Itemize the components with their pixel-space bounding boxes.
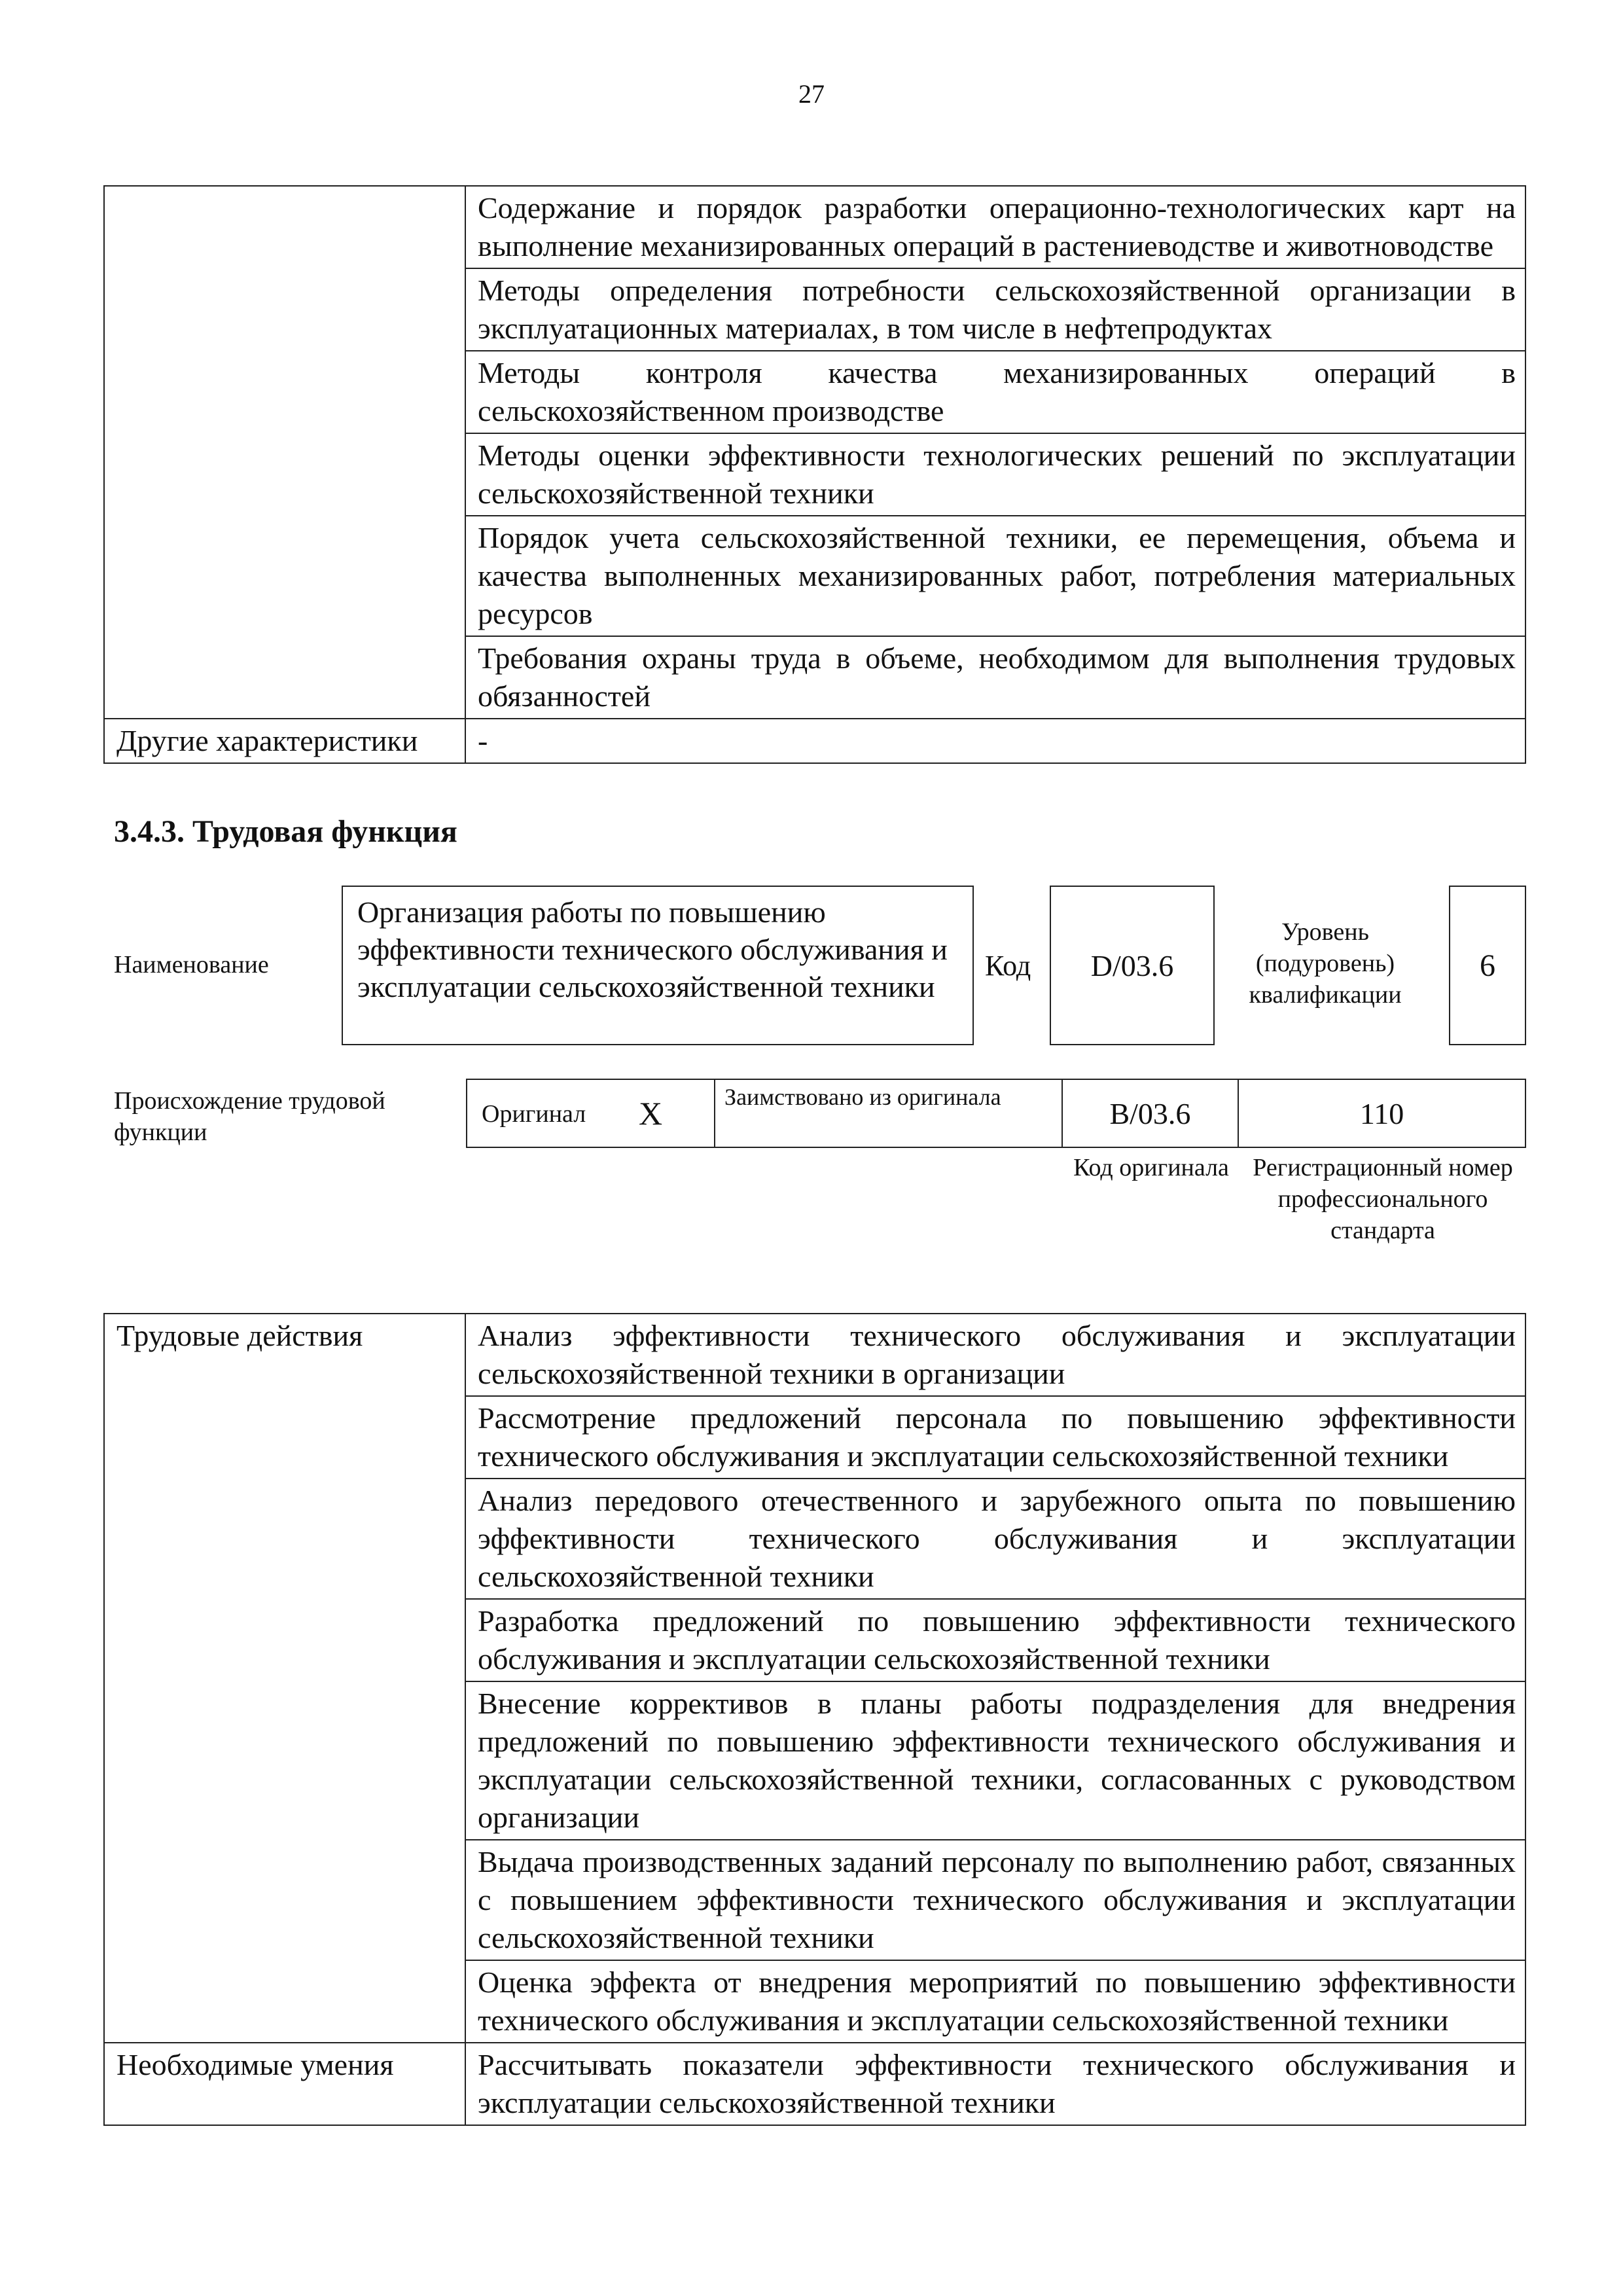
- table-cell: Рассмотрение предложений персонала по повышению эффективности технического обслуживания и эксплуатации сельскохозяйственной техники: [465, 1396, 1525, 1479]
- table-cell: Оценка эффекта от внедрения мероприятий по повышению эффективности технического обслуживания и эксплуатации сельскохозяйственной техники: [465, 1960, 1525, 2043]
- table-cell: Выдача производственных заданий персоналу по выполнению работ, связанных с повышением эффективности технического обслуживания и эксплуатации сельскохозяйственной техники: [465, 1840, 1525, 1960]
- qualification-level-label: Уровень (подуровень) квалификации: [1249, 918, 1402, 1009]
- original-label: Оригинал: [482, 1100, 586, 1128]
- table-cell: Внесение коррективов в планы работы подразделения для внедрения предложений по повышению эффективности технического обслуживания и эксплуатации сельскохозяйственной техники, согласованных с руководством организации: [465, 1681, 1525, 1840]
- caption-original-code: Код оригинала: [1073, 1154, 1229, 1181]
- table-row: [104, 1314, 1525, 1396]
- other-characteristics-label: Другие характеристики: [104, 719, 465, 763]
- table-cell: Методы определения потребности сельскохозяйственной организации в эксплуатационных материалах, в том числе в нефтепродуктах: [465, 268, 1525, 351]
- table-cell: Анализ передового отечественного и зарубежного опыта по повышению эффективности технического обслуживания и эксплуатации сельскохозяйственной техники: [465, 1479, 1525, 1599]
- table-cell: Порядок учета сельскохозяйственной техники, ее перемещения, объема и качества выполненных механизированных работ, потребления материальных ресурсов: [465, 516, 1525, 636]
- table-row: [104, 186, 1525, 268]
- caption-registration-number: Регистрационный номер профессионального стандарта: [1253, 1154, 1513, 1244]
- table-cell: Методы контроля качества механизированных операций в сельскохозяйственном производстве: [465, 351, 1525, 433]
- other-characteristics-value: -: [465, 719, 1525, 763]
- skills-label: Необходимые умения: [104, 2043, 465, 2125]
- function-code-box: D/03.6: [1050, 886, 1215, 1045]
- table-cell: Требования охраны труда в объеме, необходимом для выполнения трудовых обязанностей: [465, 636, 1525, 719]
- knowledge-table: [103, 185, 1526, 764]
- origin-original-cell: [467, 1080, 715, 1147]
- origin-row: [466, 1079, 1526, 1148]
- table-row: [104, 719, 1525, 763]
- table-cell: Содержание и порядок разработки операционно-технологических карт на выполнение механизированных операций в растениеводстве и животноводстве: [465, 186, 1525, 268]
- table-cell: Рассчитывать показатели эффективности технического обслуживания и эксплуатации сельскохозяйственной техники: [465, 2043, 1525, 2125]
- table-cell-left: [104, 186, 465, 719]
- table-cell: Методы оценки эффективности технологических решений по эксплуатации сельскохозяйственной техники: [465, 433, 1525, 516]
- table-row: [104, 2043, 1525, 2125]
- qualification-level-box: 6: [1449, 886, 1526, 1045]
- section-title: 3.4.3. Трудовая функция: [114, 814, 457, 849]
- page-number: 27: [798, 79, 825, 109]
- actions-table: [103, 1313, 1526, 2126]
- code-label: Код: [985, 950, 1031, 982]
- table-cell: Разработка предложений по повышению эффективности технического обслуживания и эксплуатации сельскохозяйственной техники: [465, 1599, 1525, 1681]
- name-label: Наименование: [114, 951, 269, 978]
- table-cell: Анализ эффективности технического обслуживания и эксплуатации сельскохозяйственной техники в организации: [465, 1314, 1525, 1396]
- actions-label: Трудовые действия: [104, 1314, 465, 2043]
- original-code: B/03.6: [1063, 1080, 1239, 1147]
- origin-label: Происхождение трудовой функции: [114, 1087, 385, 1146]
- registration-number: 110: [1359, 1096, 1404, 1130]
- borrowed-label: Заимствовано из оригинала: [715, 1080, 1063, 1147]
- original-mark: X: [639, 1095, 663, 1132]
- function-name-box: Организация работы по повышению эффективности технического обслуживания и эксплуатации сельскохозяйственной техники: [342, 886, 974, 1045]
